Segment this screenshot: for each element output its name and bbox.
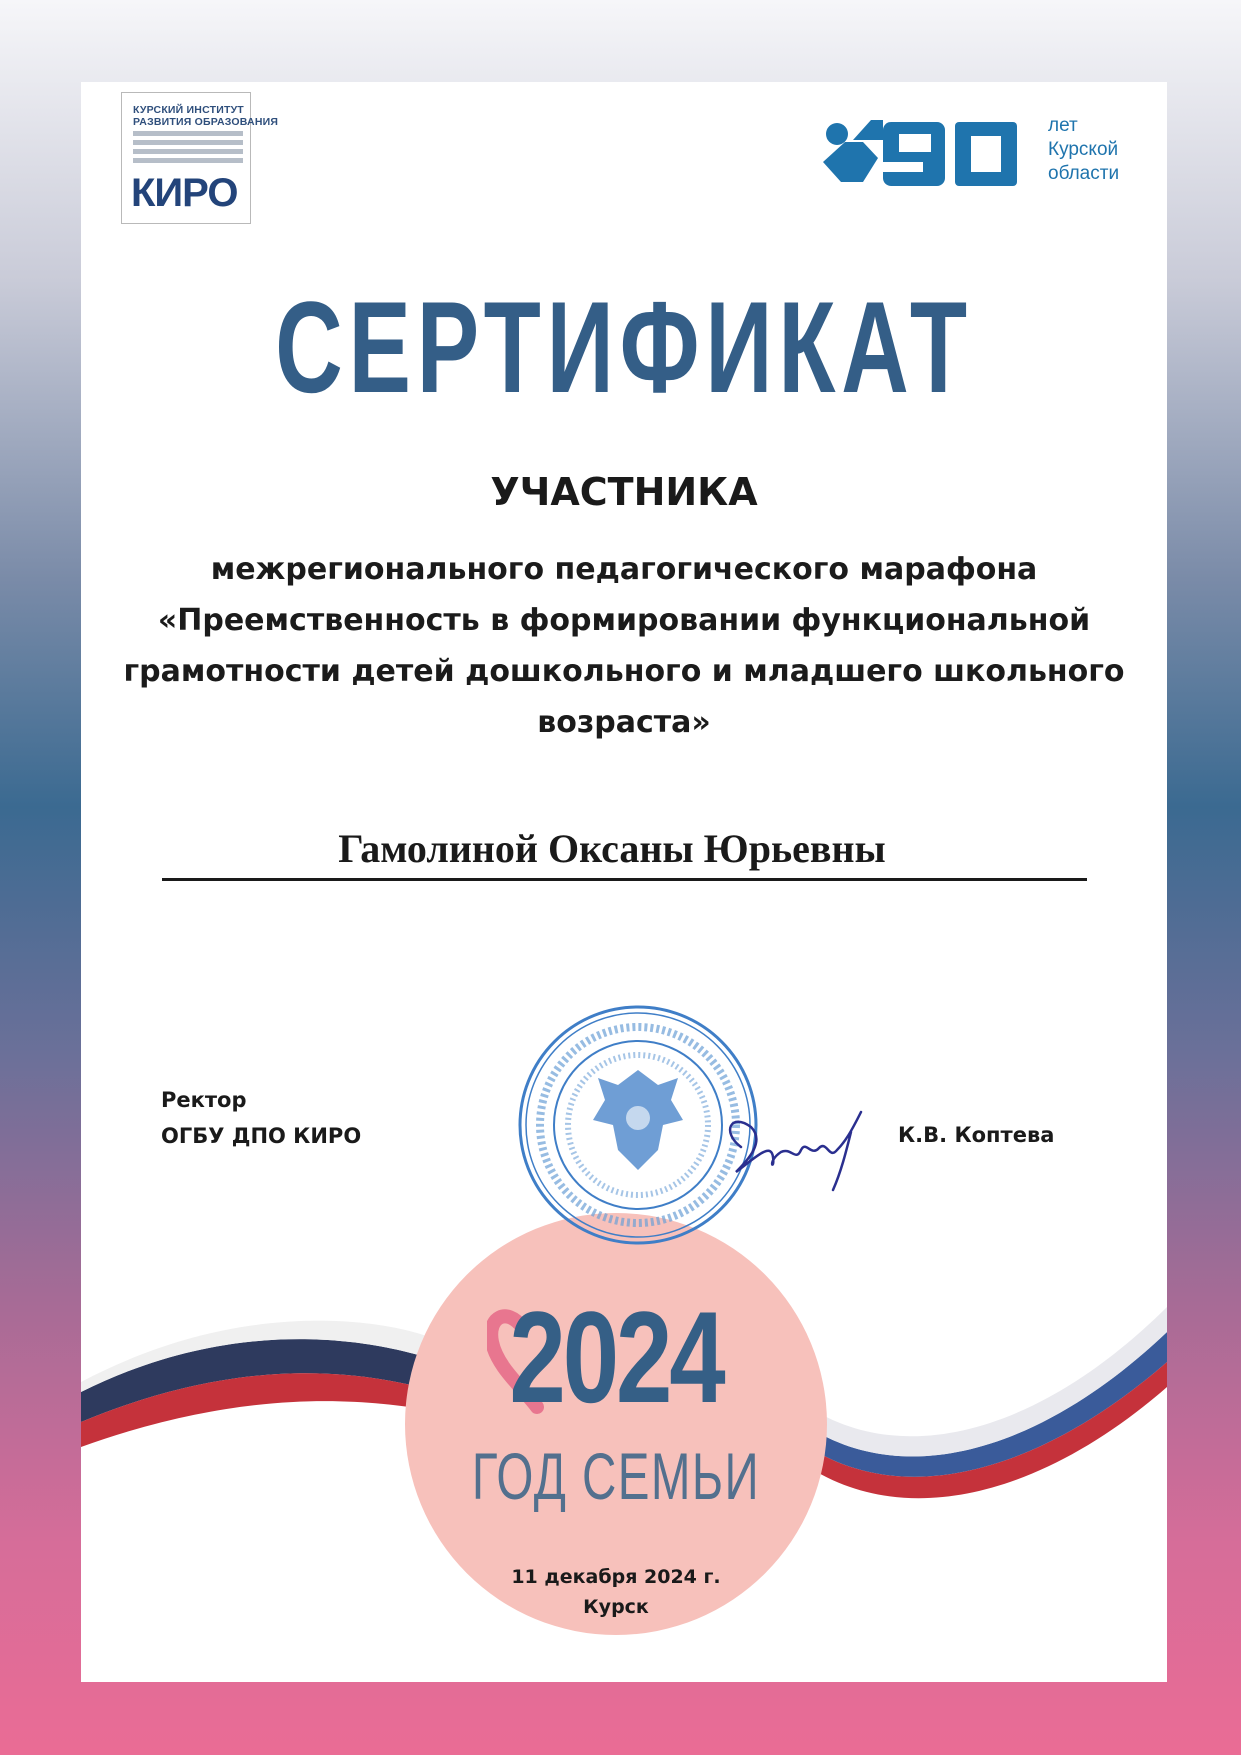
kiro-logo-line1: КУРСКИЙ ИНСТИТУТ [133,104,244,116]
signatory-role-line1: Ректор [161,1088,247,1112]
anniversary-line3: области [1048,163,1120,184]
description-line-4: возраста» [537,705,711,740]
anniversary-90-mark [823,120,1038,192]
kiro-logo [121,92,279,224]
description-line-1: межрегионального педагогического марафона [210,552,1038,587]
kiro-logo-bars [133,131,243,165]
anniversary-logo-text [1048,114,1119,186]
certificate-sheet [81,82,1167,1682]
signatory-name: К.В. Коптева [898,1123,1055,1147]
issue-date: 11 декабря 2024 г. [511,1566,721,1588]
anniversary-line1: лет [1048,115,1078,136]
issue-city: Курск [583,1596,649,1618]
certificate-subtitle: УЧАСТНИКА [490,470,758,514]
signatory-role [161,1082,361,1154]
signatory-role-line2: ОГБУ ДПО КИРО [161,1124,362,1148]
certificate-description [81,544,1167,748]
kiro-logo-mark: КИРО [131,171,238,215]
handwritten-signature [711,1102,886,1197]
kiro-logo-line2: РАЗВИТИЯ ОБРАЗОВАНИЯ [133,116,279,128]
year-number: 2024 [509,1284,723,1430]
recipient-name: Гамолиной Оксаны Юрьевны [338,826,886,871]
recipient-underline [162,878,1087,881]
year-of-family-caption: ГОД СЕМЬИ [471,1439,761,1513]
description-line-2: «Преемственность в формировании функциональной [157,603,1091,638]
certificate-title: СЕРТИФИКАТ [275,274,973,420]
anniversary-line2: Курской [1048,139,1119,160]
description-line-3: грамотности детей дошкольного и младшего школьного [123,654,1125,689]
issue-footer [406,1562,826,1622]
anniversary-logo [823,115,1143,190]
